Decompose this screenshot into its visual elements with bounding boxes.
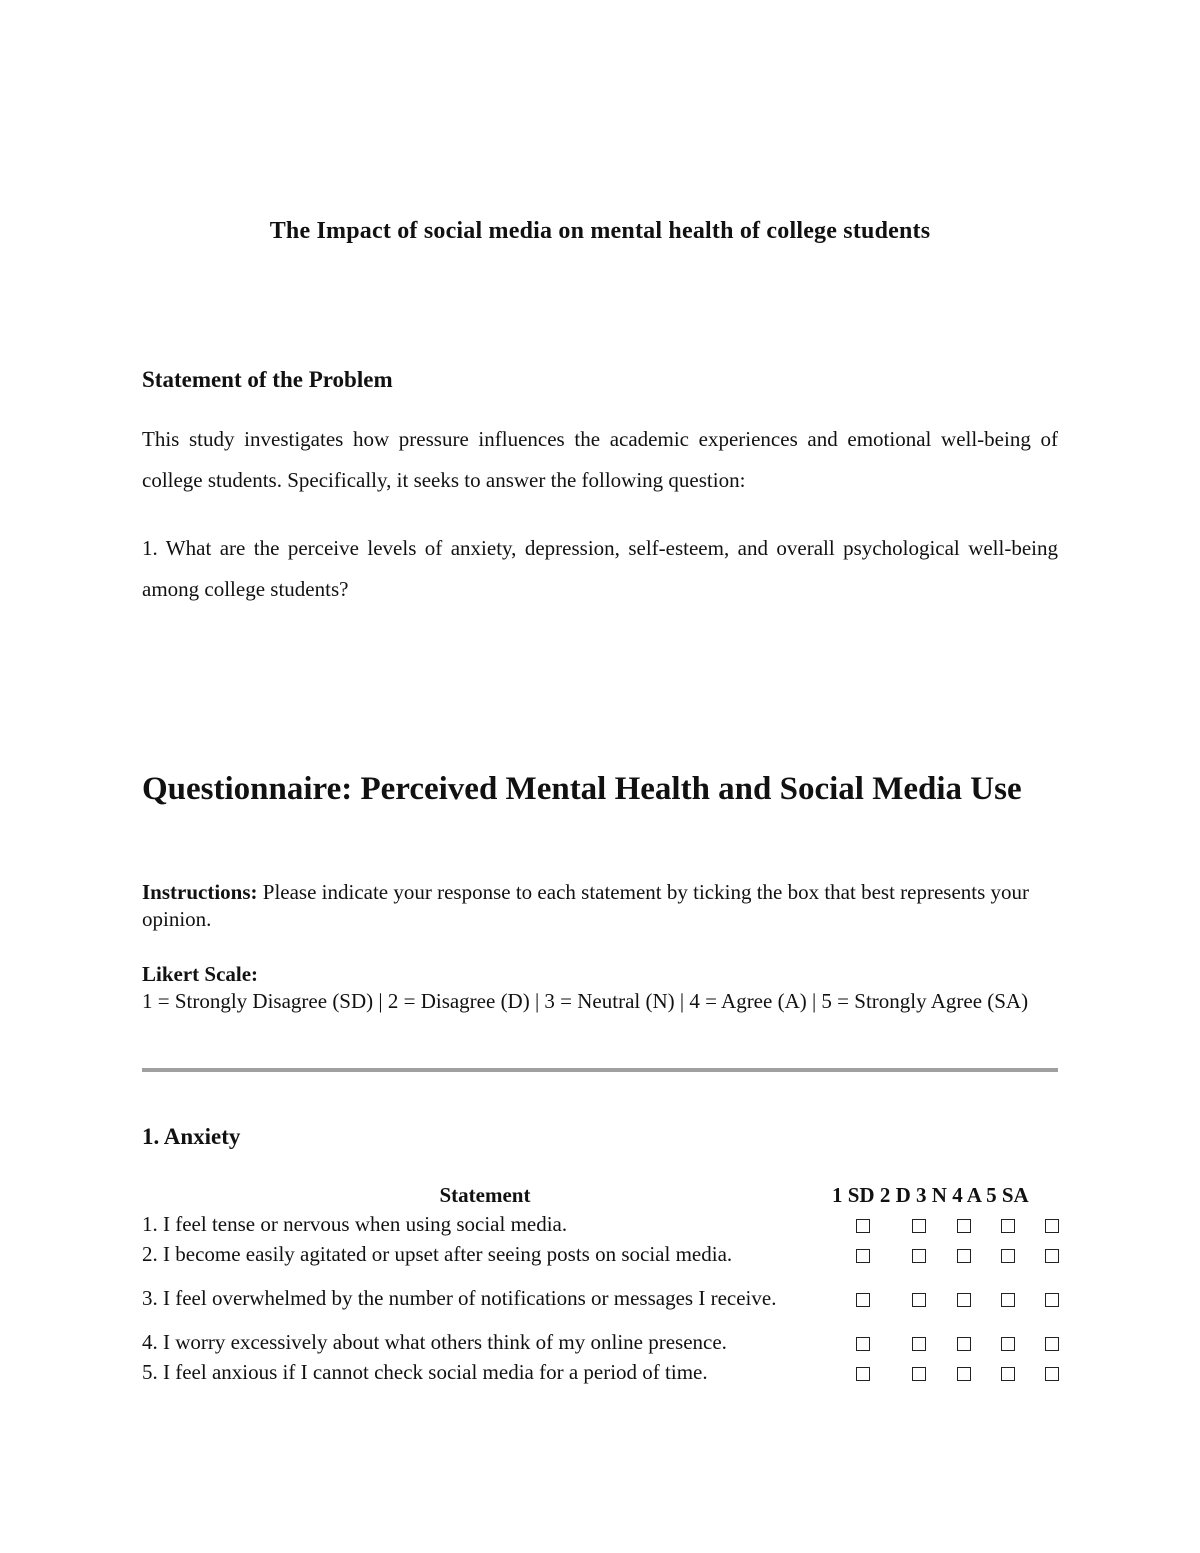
column-header-4: 4 A: [952, 1183, 981, 1207]
checkbox-cell[interactable]: [942, 1357, 986, 1387]
checkbox-cell[interactable]: [942, 1269, 986, 1327]
checkbox-cell[interactable]: [1030, 1209, 1074, 1239]
checkbox-cell[interactable]: [830, 1357, 896, 1387]
empty-checkbox-icon[interactable]: [912, 1219, 926, 1233]
problem-paragraph: This study investigates how pressure influences the academic experiences and emotional well-being of college students. Specifically, it seeks to answer the following question:: [142, 427, 1058, 492]
questionnaire-title: Questionnaire: Perceived Mental Health and Social Media Use: [142, 771, 1022, 807]
column-header-2: 2 D: [879, 1183, 911, 1207]
statement-text: 1. I feel tense or nervous when using social media.: [142, 1212, 568, 1236]
checkbox-cell[interactable]: [896, 1327, 942, 1357]
empty-checkbox-icon[interactable]: [1045, 1367, 1059, 1381]
empty-checkbox-icon[interactable]: [1001, 1337, 1015, 1351]
instructions-label: Instructions:: [142, 880, 258, 904]
empty-checkbox-icon[interactable]: [912, 1337, 926, 1351]
instructions: [142, 879, 1042, 933]
statement-text: 5. I feel anxious if I cannot check social media for a period of time.: [142, 1360, 708, 1384]
anxiety-heading: 1. Anxiety: [142, 1124, 241, 1149]
checkbox-cell[interactable]: [896, 1269, 942, 1327]
table-row: [140, 1209, 1074, 1239]
column-header-5: 5 SA: [986, 1183, 1029, 1207]
empty-checkbox-icon[interactable]: [1045, 1293, 1059, 1307]
research-question: 1. What are the perceive levels of anxiety, depression, self-esteem, and overall psychological well-being among college students?: [142, 536, 1058, 601]
empty-checkbox-icon[interactable]: [856, 1249, 870, 1263]
empty-checkbox-icon[interactable]: [1045, 1249, 1059, 1263]
checkbox-cell[interactable]: [942, 1209, 986, 1239]
empty-checkbox-icon[interactable]: [856, 1367, 870, 1381]
checkbox-cell[interactable]: [830, 1239, 896, 1269]
empty-checkbox-icon[interactable]: [957, 1293, 971, 1307]
empty-checkbox-icon[interactable]: [957, 1337, 971, 1351]
checkbox-cell[interactable]: [942, 1239, 986, 1269]
table-row: [140, 1327, 1074, 1357]
likert-label: Likert Scale:: [142, 962, 259, 986]
empty-checkbox-icon[interactable]: [912, 1293, 926, 1307]
empty-checkbox-icon[interactable]: [912, 1249, 926, 1263]
table-row: [140, 1357, 1074, 1387]
table-row: [140, 1239, 1074, 1269]
checkbox-cell[interactable]: [986, 1357, 1030, 1387]
empty-checkbox-icon[interactable]: [1045, 1219, 1059, 1233]
statement-text: 3. I feel overwhelmed by the number of notifications or messages I receive.: [142, 1286, 777, 1310]
empty-checkbox-icon[interactable]: [912, 1367, 926, 1381]
likert-scale-text: 1 = Strongly Disagree (SD) | 2 = Disagree (D) | 3 = Neutral (N) | 4 = Agree (A) | 5 = Strongly Agree (SA): [142, 989, 1029, 1013]
empty-checkbox-icon[interactable]: [1001, 1249, 1015, 1263]
horizontal-rule: [142, 1068, 1058, 1072]
table-row: [140, 1269, 1074, 1327]
empty-checkbox-icon[interactable]: [856, 1337, 870, 1351]
empty-checkbox-icon[interactable]: [957, 1219, 971, 1233]
column-header-1: 1 SD: [832, 1183, 875, 1207]
checkbox-cell[interactable]: [942, 1327, 986, 1357]
column-header-3: 3 N: [916, 1183, 947, 1207]
empty-checkbox-icon[interactable]: [1045, 1337, 1059, 1351]
column-header-statement: Statement: [439, 1183, 531, 1207]
checkbox-cell[interactable]: [1030, 1269, 1074, 1327]
problem-heading: Statement of the Problem: [142, 367, 393, 392]
empty-checkbox-icon[interactable]: [856, 1293, 870, 1307]
checkbox-cell[interactable]: [986, 1209, 1030, 1239]
empty-checkbox-icon[interactable]: [1001, 1367, 1015, 1381]
checkbox-cell[interactable]: [830, 1269, 896, 1327]
checkbox-cell[interactable]: [1030, 1239, 1074, 1269]
checkbox-cell[interactable]: [986, 1327, 1030, 1357]
empty-checkbox-icon[interactable]: [957, 1367, 971, 1381]
empty-checkbox-icon[interactable]: [957, 1249, 971, 1263]
checkbox-cell[interactable]: [1030, 1357, 1074, 1387]
anxiety-table: [140, 1181, 1074, 1387]
checkbox-cell[interactable]: [830, 1209, 896, 1239]
table-header-row: [140, 1181, 1074, 1209]
statement-text: 4. I worry excessively about what others think of my online presence.: [142, 1330, 727, 1354]
column-header-scale: [830, 1181, 1074, 1209]
checkbox-cell[interactable]: [986, 1239, 1030, 1269]
checkbox-cell[interactable]: [896, 1357, 942, 1387]
checkbox-cell[interactable]: [896, 1209, 942, 1239]
document-title: The Impact of social media on mental health of college students: [269, 218, 931, 244]
checkbox-cell[interactable]: [986, 1269, 1030, 1327]
checkbox-cell[interactable]: [896, 1239, 942, 1269]
checkbox-cell[interactable]: [1030, 1327, 1074, 1357]
empty-checkbox-icon[interactable]: [1001, 1293, 1015, 1307]
instructions-text: Please indicate your response to each statement by ticking the box that best represents your opinion.: [142, 880, 1030, 931]
empty-checkbox-icon[interactable]: [1001, 1219, 1015, 1233]
empty-checkbox-icon[interactable]: [856, 1219, 870, 1233]
checkbox-cell[interactable]: [830, 1327, 896, 1357]
statement-text: 2. I become easily agitated or upset after seeing posts on social media.: [142, 1242, 733, 1266]
